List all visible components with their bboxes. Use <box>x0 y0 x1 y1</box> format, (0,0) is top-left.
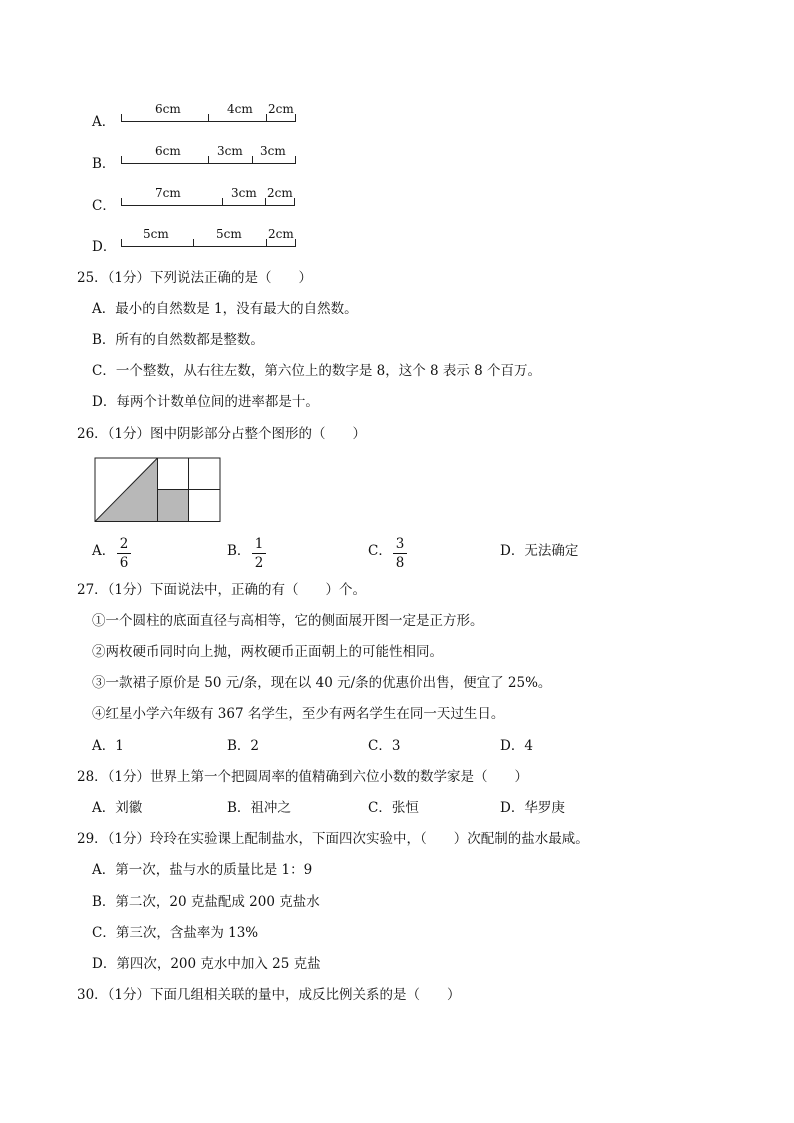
q28-option-a[interactable]: A．刘徽 <box>92 800 143 816</box>
q27-statement-1: ①一个圆柱的底面直径与高相等，它的侧面展开图一定是正方形。 <box>92 613 484 629</box>
q24-option-a[interactable] <box>92 102 312 130</box>
q25-option-c[interactable]: C．一个整数，从右往左数，第六位上的数字是 8，这个 8 表示 8 个百万。 <box>92 363 542 379</box>
q28-option-b[interactable]: B．祖冲之 <box>227 800 291 816</box>
q24-option-c[interactable] <box>92 186 312 214</box>
segment-diagram <box>121 102 295 122</box>
q28-option-c[interactable]: C．张恒 <box>368 800 419 816</box>
q25-option-d[interactable]: D．每两个计数单位间的进率都是十。 <box>92 394 319 410</box>
option-letter: A． <box>92 543 116 559</box>
q26-option-d[interactable]: D．无法确定 <box>500 543 579 559</box>
q28-stem: 28．（1分）世界上第一个把圆周率的值精确到六位小数的数学家是（ ） <box>77 769 529 785</box>
q26-option-a[interactable] <box>92 536 152 572</box>
q26-option-c[interactable] <box>368 536 428 572</box>
q27-statement-4: ④红星小学六年级有 367 名学生，至少有两名学生在同一天过生日。 <box>92 706 505 722</box>
segment-diagram <box>121 144 295 164</box>
option-letter: C． <box>92 198 116 214</box>
fraction <box>393 536 407 571</box>
segment-label: 3cm <box>260 144 286 158</box>
segment-label: 2cm <box>267 186 293 200</box>
segment-label: 6cm <box>155 144 181 158</box>
q28-option-d[interactable]: D．华罗庚 <box>500 800 565 816</box>
q30-stem: 30．（1分）下面几组相关联的量中，成反比例关系的是（ ） <box>77 987 461 1003</box>
segment-label: 6cm <box>155 102 181 116</box>
numerator: 3 <box>395 536 405 552</box>
fraction <box>252 536 266 571</box>
q27-option-b[interactable]: B．2 <box>227 738 260 754</box>
numerator: 1 <box>254 536 264 552</box>
q27-statement-2: ②两枚硬币同时向上抛，两枚硬币正面朝上的可能性相同。 <box>92 644 443 660</box>
segment-label: 5cm <box>216 227 242 241</box>
shaded-square <box>158 490 189 522</box>
q26-option-b[interactable] <box>227 536 287 572</box>
fraction <box>117 536 131 571</box>
denominator: 2 <box>254 555 264 571</box>
q29-option-c[interactable]: C．第三次，含盐率为 13% <box>92 925 259 941</box>
q25-option-a[interactable]: A．最小的自然数是 1，没有最大的自然数。 <box>92 301 358 317</box>
segment-label: 7cm <box>155 186 181 200</box>
q29-option-a[interactable]: A．第一次，盐与水的质量比是 1：9 <box>92 862 313 878</box>
q27-stem: 27．（1分）下面说法中，正确的有（ ）个。 <box>77 582 367 598</box>
segment-diagram <box>121 186 294 206</box>
q25-stem: 25．（1分）下列说法正确的是（ ） <box>77 270 313 286</box>
option-letter: B． <box>92 156 116 172</box>
segment-label: 5cm <box>143 227 169 241</box>
denominator: 8 <box>395 555 405 571</box>
denominator: 6 <box>119 555 129 571</box>
q27-option-c[interactable]: C．3 <box>368 738 401 754</box>
q25-option-b[interactable]: B．所有的自然数都是整数。 <box>92 332 264 348</box>
shaded-figure <box>94 457 224 525</box>
q24-option-b[interactable] <box>92 144 312 172</box>
segment-label: 4cm <box>227 102 253 116</box>
option-letter: A． <box>92 114 116 130</box>
q27-option-d[interactable]: D．4 <box>500 738 533 754</box>
segment-label: 3cm <box>217 144 243 158</box>
segment-label: 3cm <box>231 186 257 200</box>
segment-label: 2cm <box>268 227 294 241</box>
q24-option-d[interactable] <box>92 227 312 255</box>
option-letter: B． <box>227 543 251 559</box>
option-letter: C． <box>368 543 392 559</box>
numerator: 2 <box>119 536 129 552</box>
q26-stem: 26．（1分）图中阴影部分占整个图形的（ ） <box>77 426 367 442</box>
option-letter: D． <box>92 239 117 255</box>
segment-label: 2cm <box>268 102 294 116</box>
q27-option-a[interactable]: A．1 <box>92 738 124 754</box>
q29-option-d[interactable]: D．第四次，200 克水中加入 25 克盐 <box>92 956 321 972</box>
segment-diagram <box>121 227 295 247</box>
q27-statement-3: ③一款裙子原价是 50 元/条，现在以 40 元/条的优惠价出售，便宜了 25%。 <box>92 675 552 691</box>
q29-option-b[interactable]: B．第二次，20 克盐配成 200 克盐水 <box>92 894 320 910</box>
q29-stem: 29．（1分）玲玲在实验课上配制盐水，下面四次实验中，（ ）次配制的盐水最咸。 <box>77 831 589 847</box>
